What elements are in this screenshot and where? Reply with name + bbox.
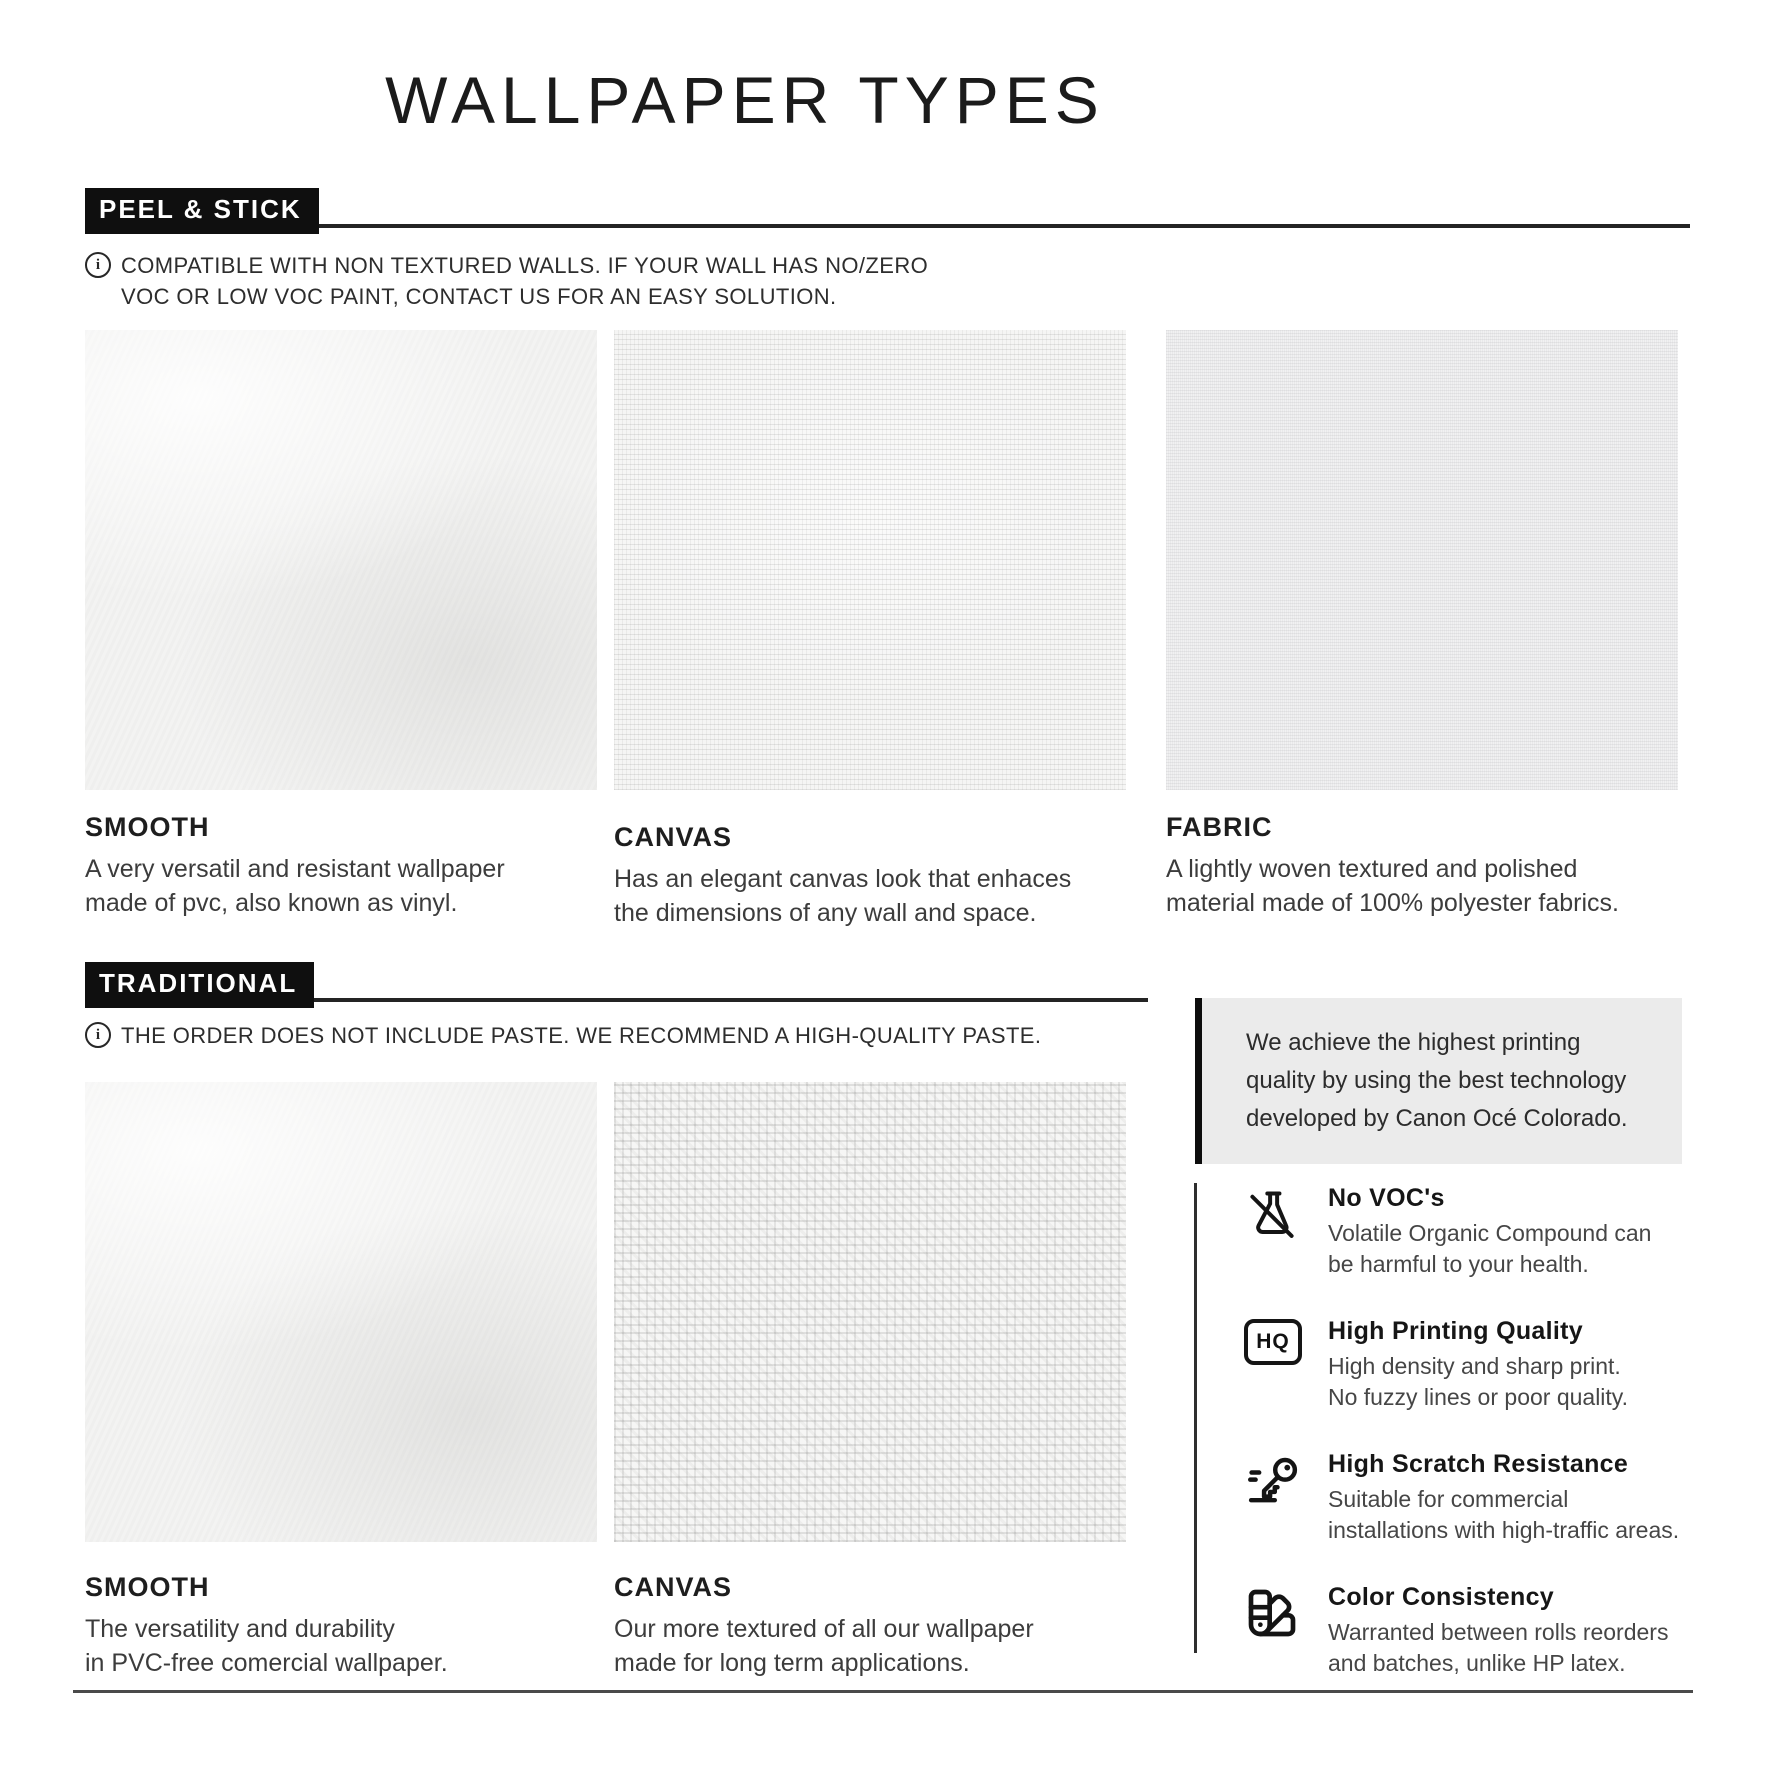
desc-line: The versatility and durability xyxy=(85,1615,395,1643)
desc-line: A very versatil and resistant wallpaper xyxy=(85,855,505,883)
peel-canvas-column xyxy=(614,330,1126,930)
traditional-smooth-column xyxy=(85,1082,597,1680)
desc-line: the dimensions of any wall and space. xyxy=(614,899,1037,927)
feature-description xyxy=(1328,1351,1774,1413)
desc-line: material made of 100% polyester fabrics. xyxy=(1166,889,1619,917)
feature-high-scratch-resistance xyxy=(1244,1450,1774,1546)
section-header-traditional xyxy=(85,962,1148,1008)
section-rule xyxy=(85,224,1690,228)
peel-fabric-caption xyxy=(1166,812,1678,920)
peel-fabric-column xyxy=(1166,330,1678,920)
feature-color-consistency xyxy=(1244,1583,1774,1679)
info-icon: i xyxy=(85,252,111,278)
desc-line: made for long term applications. xyxy=(614,1649,970,1677)
traditional-canvas-caption xyxy=(614,1572,1126,1680)
hq-badge-label: HQ xyxy=(1244,1319,1302,1365)
desc-line: in PVC-free comercial wallpaper. xyxy=(85,1649,448,1677)
desc-line: Suitable for commercial xyxy=(1328,1486,1569,1512)
feature-description xyxy=(1328,1617,1774,1679)
feature-description xyxy=(1328,1484,1774,1546)
peel-smooth-caption xyxy=(85,812,597,920)
feature-list-separator-line xyxy=(1194,1183,1197,1653)
peel-canvas-caption xyxy=(614,822,1126,930)
no-voc-flask-icon xyxy=(1244,1184,1310,1280)
info-icon: i xyxy=(85,1022,111,1048)
swatch-description xyxy=(1166,852,1678,920)
desc-line: Volatile Organic Compound can xyxy=(1328,1220,1652,1246)
traditional-canvas-column xyxy=(614,1082,1126,1680)
swatch-title: SMOOTH xyxy=(85,1572,210,1602)
note-text xyxy=(121,1020,1041,1051)
feature-description xyxy=(1328,1218,1774,1280)
desc-line: No fuzzy lines or poor quality. xyxy=(1328,1384,1628,1410)
desc-line: Warranted between rolls reorders xyxy=(1328,1619,1669,1645)
traditional-smooth-swatch-image xyxy=(85,1082,597,1542)
note-line: THE ORDER DOES NOT INCLUDE PASTE. WE RECOMMEND A HIGH-QUALITY PASTE. xyxy=(121,1023,1042,1048)
traditional-canvas-swatch-image xyxy=(614,1082,1126,1542)
bottom-divider-line xyxy=(73,1690,1693,1693)
feature-text xyxy=(1328,1317,1774,1413)
hq-badge-icon xyxy=(1244,1317,1310,1413)
desc-line: installations with high-traffic areas. xyxy=(1328,1517,1680,1543)
feature-high-printing-quality xyxy=(1244,1317,1774,1413)
desc-line: and batches, unlike HP latex. xyxy=(1328,1650,1626,1676)
traditional-smooth-caption xyxy=(85,1572,597,1680)
feature-text xyxy=(1328,1583,1774,1679)
feature-title: Color Consistency xyxy=(1328,1583,1554,1611)
feature-text xyxy=(1328,1184,1774,1280)
desc-line: Has an elegant canvas look that enhaces xyxy=(614,865,1072,893)
swatch-description xyxy=(85,852,597,920)
feature-title: No VOC's xyxy=(1328,1184,1445,1212)
callout-accent-bar xyxy=(1195,998,1202,1164)
section-header-peel-stick xyxy=(85,188,1690,234)
callout-line: We achieve the highest printing xyxy=(1246,1029,1581,1056)
feature-no-voc xyxy=(1244,1184,1774,1280)
peel-stick-badge: PEEL & STICK xyxy=(85,188,319,234)
printing-quality-callout xyxy=(1195,998,1682,1164)
feature-title: High Printing Quality xyxy=(1328,1317,1583,1345)
swatch-description xyxy=(614,1612,1126,1680)
desc-line: A lightly woven textured and polished xyxy=(1166,855,1578,883)
page-title: WALLPAPER TYPES xyxy=(385,63,1105,137)
swatch-description xyxy=(85,1612,597,1680)
desc-line: High density and sharp print. xyxy=(1328,1353,1621,1379)
note-line: VOC OR LOW VOC PAINT, CONTACT US FOR AN EASY SOLUTION. xyxy=(121,284,837,309)
note-text xyxy=(121,250,928,312)
swatch-title: CANVAS xyxy=(614,822,733,852)
note-line: COMPATIBLE WITH NON TEXTURED WALLS. IF YOUR WALL HAS NO/ZERO xyxy=(121,253,929,278)
feature-text xyxy=(1328,1450,1774,1546)
swatch-title: CANVAS xyxy=(614,1572,733,1602)
desc-line: be harmful to your health. xyxy=(1328,1251,1589,1277)
callout-text xyxy=(1202,998,1682,1164)
traditional-note xyxy=(85,1020,1041,1051)
peel-fabric-swatch-image xyxy=(1166,330,1678,790)
desc-line: made of pvc, also known as vinyl. xyxy=(85,889,458,917)
color-swatches-icon xyxy=(1244,1583,1310,1679)
peel-smooth-column xyxy=(85,330,597,920)
swatch-title: FABRIC xyxy=(1166,812,1273,842)
swatch-title: SMOOTH xyxy=(85,812,210,842)
feature-list xyxy=(1244,1184,1774,1716)
feature-title: High Scratch Resistance xyxy=(1328,1450,1629,1478)
swatch-description xyxy=(614,862,1126,930)
traditional-badge: TRADITIONAL xyxy=(85,962,314,1008)
peel-smooth-swatch-image xyxy=(85,330,597,790)
callout-line: quality by using the best technology xyxy=(1246,1067,1627,1094)
key-icon xyxy=(1244,1450,1310,1546)
peel-stick-note xyxy=(85,250,928,312)
desc-line: Our more textured of all our wallpaper xyxy=(614,1615,1034,1643)
peel-canvas-swatch-image xyxy=(614,330,1126,790)
callout-line: developed by Canon Océ Colorado. xyxy=(1246,1105,1628,1132)
